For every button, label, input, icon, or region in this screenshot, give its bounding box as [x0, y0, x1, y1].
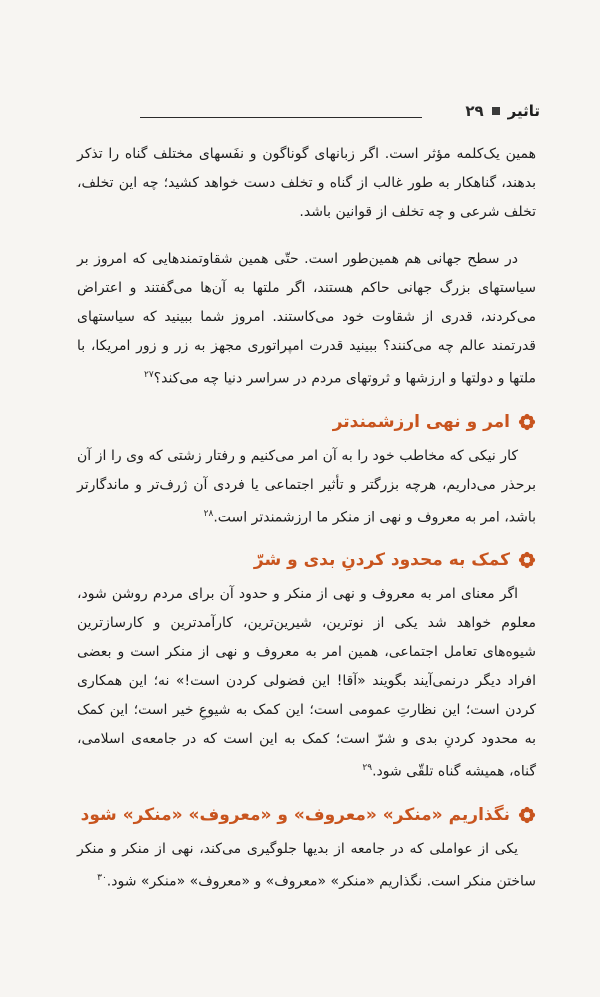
flower-ornament-icon	[518, 806, 536, 824]
section-heading-2	[77, 550, 536, 570]
header-rule	[140, 117, 422, 118]
page-body	[77, 140, 536, 915]
footnote-ref-29: ۲۹	[362, 763, 373, 774]
section-title-2: کمک به محدود کردنِ بدی و شرّ	[253, 550, 510, 571]
paragraph-2-text: در سطح جهانی هم همین‌طور است. حتّی همین شقاوتمندهایی که امروز بر سیاستهای بزرگ جهانی حاکم هستند، اگر ملتها به آن‌ها می‌گفتند و اعتراض می‌کردند، قدری از شقاوت خود می‌کاستند. امروز شما ببینید که سیاستهای قدرتمند عالم چه می‌کنند؟ ببینید قدرت امپراتوری مجهز به زر و زور امریکا، با ملتها و دولتها و ارزشها و ثروتهای مردم در سراسر دنیا چه می‌کند؟	[77, 251, 536, 387]
paragraph-5-text: یکی از عواملی که در جامعه از بدیها جلوگیری می‌کند، نهی از منکر و منکر ساختن منکر است. نگذاریم «منکر» «معروف» و «معروف» «منکر» شود.	[77, 840, 536, 890]
footnote-ref-30: ۳۰	[97, 872, 107, 883]
footnote-ref-27: ۲۷	[144, 370, 154, 380]
flower-ornament-icon	[518, 413, 536, 431]
paragraph-5	[77, 835, 536, 897]
page-number: ۲۹	[465, 102, 484, 120]
paragraph-4	[77, 580, 536, 787]
section-heading-1	[77, 412, 536, 432]
flower-ornament-icon	[518, 551, 536, 569]
paragraph-3	[77, 442, 536, 533]
paragraph-4-text: اگر معنای امر به معروف و نهی از منکر و حدود آن برای مردم روشن شود، معلوم خواهد شد یکی از نوترین، شیرین‌ترین، کارآمدترین و کارسازترین شیوه‌های تعامل اجتماعی، همین امر به معروف و نهی از منکر است و بعضی افراد دیگر درنمی‌آیند بگویند «آقا! این فضولی کردن است!» نه؛ این همکاری کردن است؛ این نظارتِ عمومی است؛ این کمک به شیوعِ خیر است؛ این کمک به محدود کردنِ بدی و شرّ است؛ کمک به این است که در جامعه‌ی اسلامی، گناه، همیشه گناه تلقّی شود.	[77, 586, 536, 780]
header-title: تاثیر	[507, 102, 540, 120]
square-bullet-icon	[492, 107, 500, 115]
header-meta	[465, 102, 540, 120]
footnote-ref-28: ۲۸	[203, 508, 214, 519]
paragraph-1	[77, 140, 536, 227]
paragraph-1-text: همین یک‌کلمه مؤثر است. اگر زبانهای گوناگون و نفَسهای مختلف گناه را تذکر بدهند، گناهکار به طور غالب از گناه و تخلف دست خواهد کشید؛ چه این تخلف، تخلف شرعی و چه تخلف از قوانین باشد.	[77, 146, 536, 220]
paragraph-3-text: کار نیکی که مخاطب خود را به آن امر می‌کنیم و رفتار زشتی که وی را از آن برحذر می‌داریم، هرچه بزرگتر و تأثیر اجتماعی یا فردی آن ژرف‌تر و ماندگارتر باشد، امر به معروف و نهی از منکر ما ارزشمندتر است.	[77, 447, 536, 526]
section-heading-3	[77, 805, 536, 825]
section-title-3: نگذاریم «منکر» «معروف» و «معروف» «منکر» شود	[80, 804, 510, 825]
section-title-1: امر و نهی ارزشمندتر	[332, 411, 510, 432]
running-header	[60, 100, 540, 128]
paragraph-2	[77, 245, 536, 394]
